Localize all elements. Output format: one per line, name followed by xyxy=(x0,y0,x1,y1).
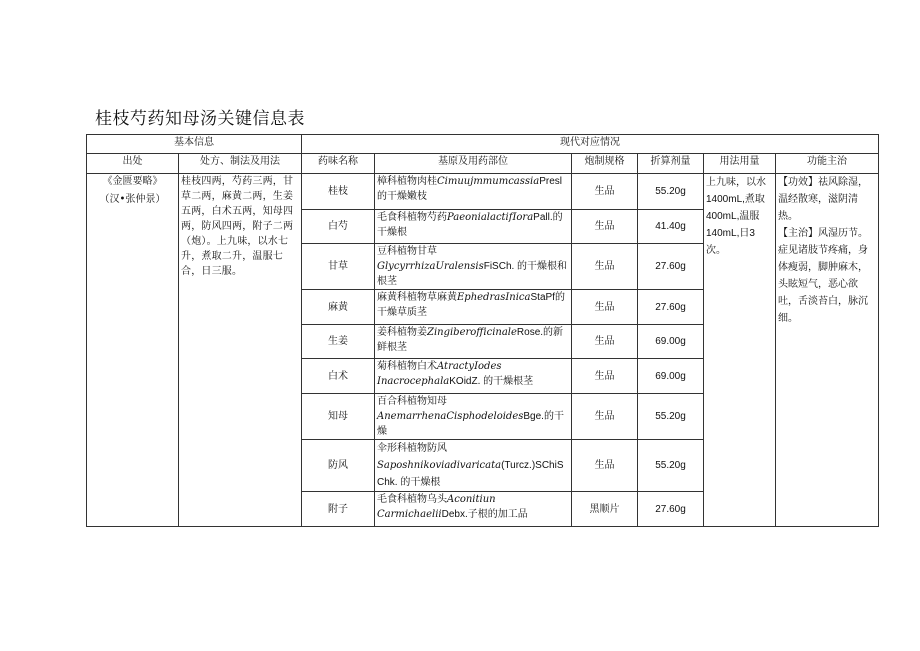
source-cell xyxy=(87,174,179,527)
herb-processing: 生品 xyxy=(572,325,638,359)
source-book: 《金匮要略》 xyxy=(102,176,163,187)
herb-origin: 豆科植物甘草GlycyrrhizaUralensisFiSCh. 的干燥根和根茎 xyxy=(375,244,572,290)
herb-processing: 生品 xyxy=(572,440,638,492)
herb-name: 防风 xyxy=(302,440,375,492)
header-usage: 用法用量 xyxy=(704,154,776,174)
function-indication: 【主治】风湿历节。症见诸肢节疼痛，身体瘦弱，脚肿麻木，头眩短气，恶心欲吐，舌淡苔白，脉沉细。 xyxy=(778,228,868,324)
table-row xyxy=(87,174,879,210)
herb-processing: 生品 xyxy=(572,359,638,394)
herb-origin: 伞形科植物防风Saposhnikoviadivaricata(Turcz.)SChiS Chk. 的干燥根 xyxy=(375,440,572,492)
herb-dose: 27.60g xyxy=(638,492,704,527)
header-dose: 折算剂量 xyxy=(638,154,704,174)
herb-name: 白芍 xyxy=(302,210,375,244)
usage-cell: 上九味，以水1400mL,煮取400mL,温服140mL,日3次。 xyxy=(704,174,776,527)
herb-origin: 毛食科植物乌头Aconitiun CarmichaeliiDebx.子根的加工品 xyxy=(375,492,572,527)
herb-dose: 27.60g xyxy=(638,244,704,290)
page-title: 桂枝芍药知母汤关键信息表 xyxy=(95,109,305,129)
herb-origin: 百合科植物知母AnemarrhenaCisphodeloidesBge.的干燥 xyxy=(375,394,572,440)
herb-origin: 樟科植物肉桂CimuujmmumcassiaPresl的干燥嫩枝 xyxy=(375,174,572,210)
herb-name: 甘草 xyxy=(302,244,375,290)
herb-processing: 生品 xyxy=(572,394,638,440)
herb-origin: 麻黄科植物草麻黄EphedrasInicaStaPf的干燥草质茎 xyxy=(375,290,572,325)
header-origin: 基原及用药部位 xyxy=(375,154,572,174)
herb-processing: 生品 xyxy=(572,210,638,244)
herb-name: 生姜 xyxy=(302,325,375,359)
header-herb-name: 药味名称 xyxy=(302,154,375,174)
herb-processing: 生品 xyxy=(572,290,638,325)
herb-dose: 55.20g xyxy=(638,394,704,440)
herb-name: 麻黄 xyxy=(302,290,375,325)
header-processing: 炮制规格 xyxy=(572,154,638,174)
header-source: 出处 xyxy=(87,154,179,174)
info-table xyxy=(86,134,879,527)
herb-name: 知母 xyxy=(302,394,375,440)
source-author: （汉•张仲景） xyxy=(99,194,166,205)
herb-dose: 55.20g xyxy=(638,440,704,492)
herb-name: 白术 xyxy=(302,359,375,394)
herb-dose: 27.60g xyxy=(638,290,704,325)
herb-name: 桂枝 xyxy=(302,174,375,210)
header-basic-info: 基本信息 xyxy=(87,135,302,154)
prescription-cell: 桂枝四两，芍药三两，甘草二两，麻黄二两，生姜五两，白术五两，知母四两，防风四两，附子二两（炮）。上九味，以水七升，煮取二升，温服七合，日三服。 xyxy=(179,174,302,527)
herb-origin: 毛食科植物芍药PaeonialactifIoraPall.的干燥根 xyxy=(375,210,572,244)
herb-processing: 生品 xyxy=(572,174,638,210)
herb-name: 附子 xyxy=(302,492,375,527)
header-function: 功能主治 xyxy=(776,154,879,174)
herb-origin: 姜科植物姜ZingiberofficinaleRose.的新鲜根茎 xyxy=(375,325,572,359)
herb-dose: 55.20g xyxy=(638,174,704,210)
herb-dose: 69.00g xyxy=(638,325,704,359)
herb-dose: 41.40g xyxy=(638,210,704,244)
header-modern-correspondence: 现代对应情况 xyxy=(302,135,879,154)
header-prescription: 处方、制法及用法 xyxy=(179,154,302,174)
function-efficacy: 【功效】祛风除湿，温经散寒，滋阴清热。 xyxy=(778,177,868,222)
herb-processing: 黑顺片 xyxy=(572,492,638,527)
herb-processing: 生品 xyxy=(572,244,638,290)
function-cell xyxy=(776,174,879,527)
herb-origin: 菊科植物白术AtractyIodes InacrocephalaKOidZ. 的干燥根茎 xyxy=(375,359,572,394)
herb-dose: 69.00g xyxy=(638,359,704,394)
